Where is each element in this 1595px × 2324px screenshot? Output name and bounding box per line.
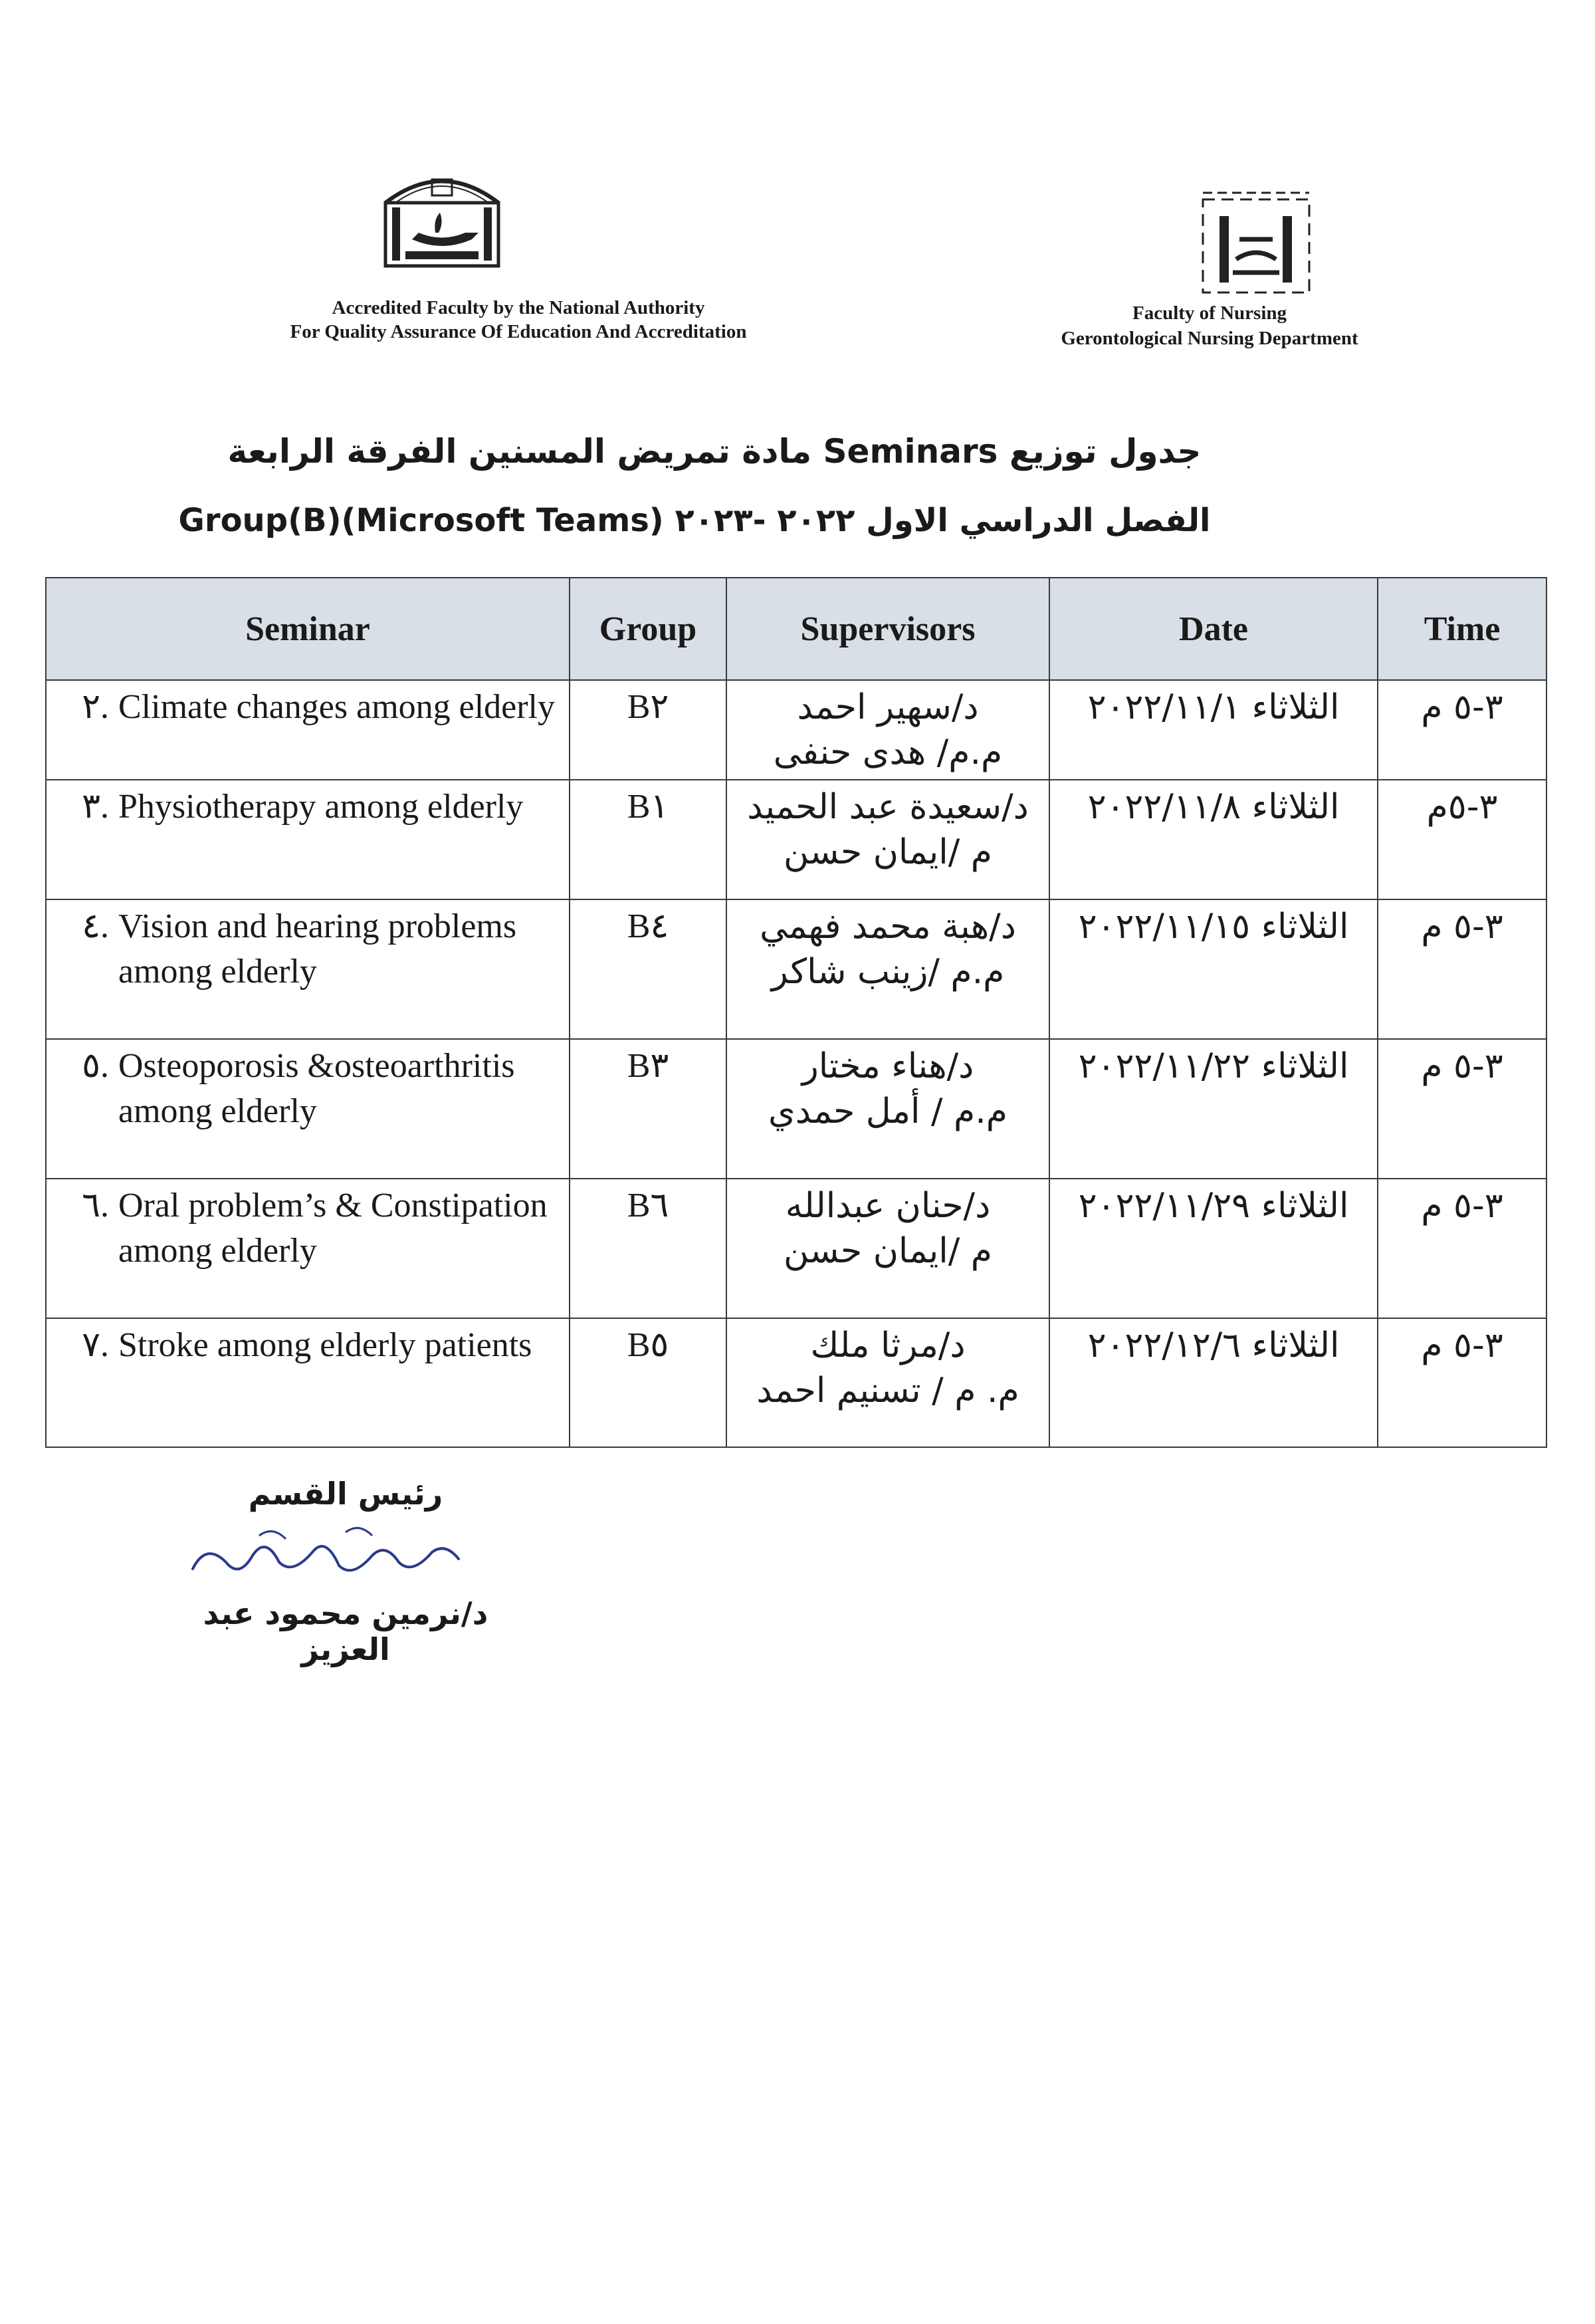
row-number: ٢. (82, 688, 109, 726)
department-head-title: رئيس القسم (248, 1476, 443, 1512)
faculty-emblem-logo (372, 166, 512, 273)
department-name: Gerontological Nursing Department (1061, 328, 1358, 349)
seminar-schedule-table (45, 577, 1547, 1448)
table-header-row (46, 578, 1546, 680)
supervisor-assistant: م.م/ هدى حنفى (773, 733, 1003, 772)
table-row (46, 1318, 1546, 1447)
time-cell: ٣-٥ م (1378, 899, 1546, 1039)
department-head-name: د/نرمين محمود عبد العزيز (203, 1595, 488, 1667)
header-date: Date (1049, 578, 1378, 680)
header-seminar: Seminar (46, 578, 570, 680)
seminar-cell (46, 780, 570, 899)
document-title: جدول توزيع Seminars مادة تمريض المسنين الفرقة الرابعة (227, 432, 1202, 471)
faculty-name: Faculty of Nursing (1132, 302, 1287, 324)
date-cell: الثلاثاء ٢٠٢٢/١١/٢٩ (1049, 1179, 1378, 1318)
seminar-topic: Vision and hearing problems among elderly (118, 907, 517, 990)
accreditation-line-2: For Quality Assurance Of Education And Accreditation (290, 321, 747, 342)
group-cell: B٣ (570, 1039, 726, 1179)
supervisor-primary: د/هبة محمد فهمي (760, 907, 1016, 947)
table-row (46, 1179, 1546, 1318)
accreditation-statement (219, 296, 817, 344)
row-number: ٧. (82, 1326, 109, 1364)
seminar-cell (46, 680, 570, 780)
header-supervisors: Supervisors (726, 578, 1049, 680)
supervisor-assistant: م. م / تسنيم احمد (756, 1371, 1019, 1411)
row-number: ٤. (82, 907, 109, 945)
table-row (46, 899, 1546, 1039)
supervisors-cell (726, 780, 1049, 899)
row-number: ٥. (82, 1047, 109, 1085)
date-cell: الثلاثاء ٢٠٢٢/١١/٢٢ (1049, 1039, 1378, 1179)
handwritten-signature (179, 1516, 472, 1589)
seminar-topic: Osteoporosis &osteoarthritis among elderly (118, 1047, 515, 1130)
seminar-topic: Oral problem’s & Constipation among elderly (118, 1187, 548, 1270)
seminar-topic: Physiotherapy among elderly (118, 788, 524, 826)
supervisors-cell (726, 680, 1049, 780)
university-logo (1183, 186, 1329, 299)
header-group: Group (570, 578, 726, 680)
time-cell: ٣-٥م (1378, 780, 1546, 899)
time-cell: ٣-٥ م (1378, 1179, 1546, 1318)
accreditation-line-1: Accredited Faculty by the National Authority (332, 297, 705, 318)
group-cell: B٤ (570, 899, 726, 1039)
row-number: ٣. (82, 788, 109, 826)
group-cell: B٦ (570, 1179, 726, 1318)
supervisor-assistant: م.م / أمل حمدي (768, 1092, 1008, 1131)
seminar-cell (46, 1039, 570, 1179)
department-statement (970, 300, 1449, 351)
seminar-topic: Stroke among elderly patients (118, 1326, 532, 1364)
date-cell: الثلاثاء ٢٠٢٢/١١/١ (1049, 680, 1378, 780)
seminar-topic: Climate changes among elderly (118, 688, 556, 726)
supervisor-primary: د/سهير احمد (797, 687, 979, 727)
group-cell: B٢ (570, 680, 726, 780)
supervisor-primary: د/مرثا ملك (810, 1326, 966, 1365)
supervisors-cell (726, 1318, 1049, 1447)
supervisor-assistant: م /ايمان حسن (784, 832, 992, 872)
supervisor-assistant: م.م /زينب شاكر (771, 952, 1005, 992)
table-row (46, 1039, 1546, 1179)
table-row (46, 680, 1546, 780)
supervisors-cell (726, 1179, 1049, 1318)
group-cell: B٥ (570, 1318, 726, 1447)
document-subtitle: الفصل الدراسي الاول ٢٠٢٢ -٢٠٢٣ (Microsoft Teams)Group(B) (178, 502, 1211, 539)
seminar-cell (46, 1318, 570, 1447)
supervisor-primary: د/سعيدة عبد الحميد (747, 787, 1029, 827)
supervisors-cell (726, 1039, 1049, 1179)
time-cell: ٣-٥ م (1378, 1318, 1546, 1447)
seminar-cell (46, 1179, 570, 1318)
header-time: Time (1378, 578, 1546, 680)
supervisor-primary: د/حنان عبدالله (785, 1186, 991, 1226)
table-row (46, 780, 1546, 899)
supervisor-primary: د/هناء مختار (801, 1046, 974, 1086)
date-cell: الثلاثاء ٢٠٢٢/١١/٨ (1049, 780, 1378, 899)
supervisors-cell (726, 899, 1049, 1039)
time-cell: ٣-٥ م (1378, 680, 1546, 780)
seminar-cell (46, 899, 570, 1039)
time-cell: ٣-٥ م (1378, 1039, 1546, 1179)
group-cell: B١ (570, 780, 726, 899)
date-cell: الثلاثاء ٢٠٢٢/١٢/٦ (1049, 1318, 1378, 1447)
row-number: ٦. (82, 1187, 109, 1224)
supervisor-assistant: م /ايمان حسن (784, 1231, 992, 1271)
date-cell: الثلاثاء ٢٠٢٢/١١/١٥ (1049, 899, 1378, 1039)
